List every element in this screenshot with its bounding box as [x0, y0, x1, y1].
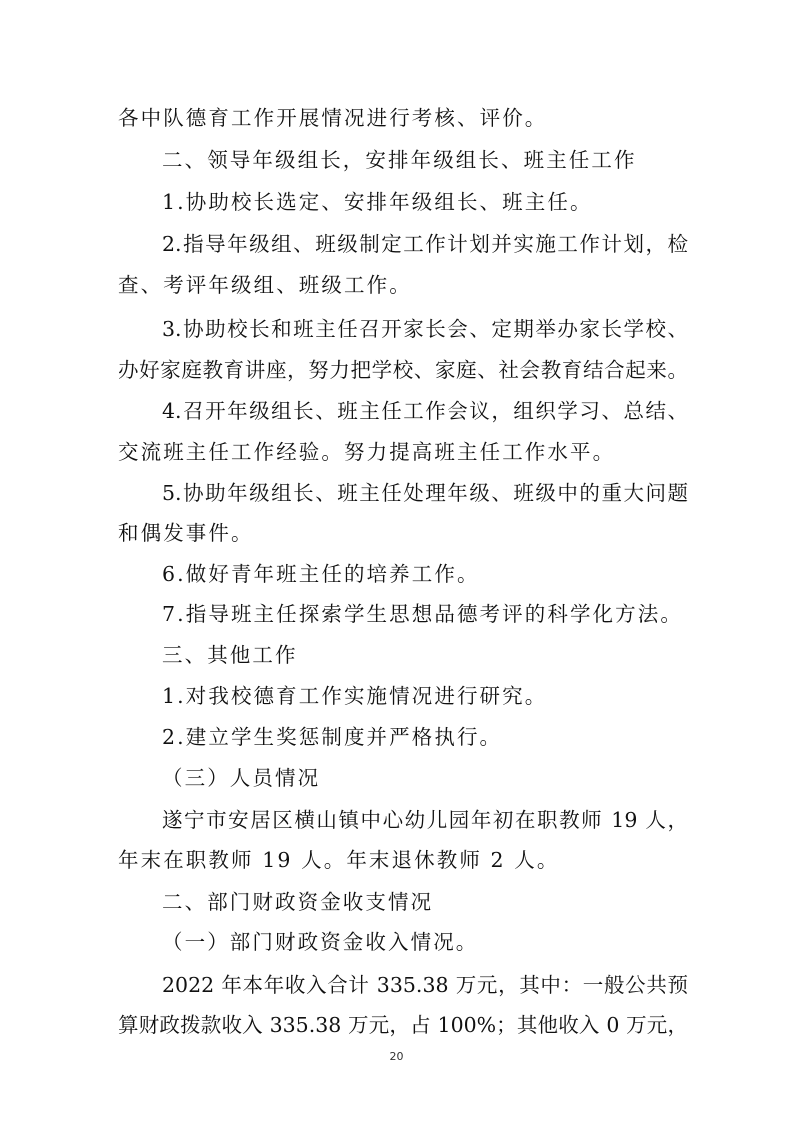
paragraph-line: 办好家庭教育讲座，努力把学校、家庭、社会教育结合起来。: [118, 358, 688, 382]
paragraph-line: 查、考评年级组、班级工作。: [118, 273, 412, 297]
section-heading: 二、部门财政资金收支情况: [162, 890, 434, 914]
list-item: 2.指导年级组、班级制定工作计划并实施工作计划，检: [162, 232, 688, 256]
paragraph-line: 交流班主任工作经验。努力提高班主任工作水平。: [118, 440, 616, 464]
list-item: 1.对我校德育工作实施情况进行研究。: [162, 684, 548, 708]
list-item: 1.协助校长选定、安排年级组长、班主任。: [162, 190, 593, 214]
list-item: 4.召开年级组长、班主任工作会议，组织学习、总结、: [162, 399, 688, 423]
paragraph-line: 年末在职教师 19 人。年末退休教师 2 人。: [118, 848, 560, 872]
list-item: 6.做好青年班主任的培养工作。: [162, 562, 480, 586]
paragraph-line: 各中队德育工作开展情况进行考核、评价。: [118, 106, 548, 130]
list-item: 3.协助校长和班主任召开家长会、定期举办家长学校、: [162, 317, 688, 341]
list-item: 2.建立学生奖惩制度并严格执行。: [162, 725, 503, 749]
section-heading: （三）人员情况: [162, 766, 321, 790]
section-heading: 二、领导年级组长，安排年级组长、班主任工作: [162, 148, 637, 172]
list-item: 7.指导班主任探索学生思想品德考评的科学化方法。: [162, 602, 683, 626]
section-heading: （一）部门财政资金收入情况。: [162, 930, 479, 954]
paragraph-line: 算财政拨款收入 335.38 万元，占 100%；其他收入 0 万元，: [118, 1013, 688, 1037]
paragraph-line: 和偶发事件。: [118, 521, 254, 545]
list-item: 5.协助年级组长、班主任处理年级、班级中的重大问题: [162, 481, 688, 505]
page-number: 20: [389, 1050, 404, 1063]
section-heading: 三、其他工作: [162, 643, 298, 667]
paragraph-line: 遂宁市安居区横山镇中心幼儿园年初在职教师 19 人，: [162, 808, 688, 832]
paragraph-line: 2022 年本年收入合计 335.38 万元，其中：一般公共预: [162, 973, 688, 997]
